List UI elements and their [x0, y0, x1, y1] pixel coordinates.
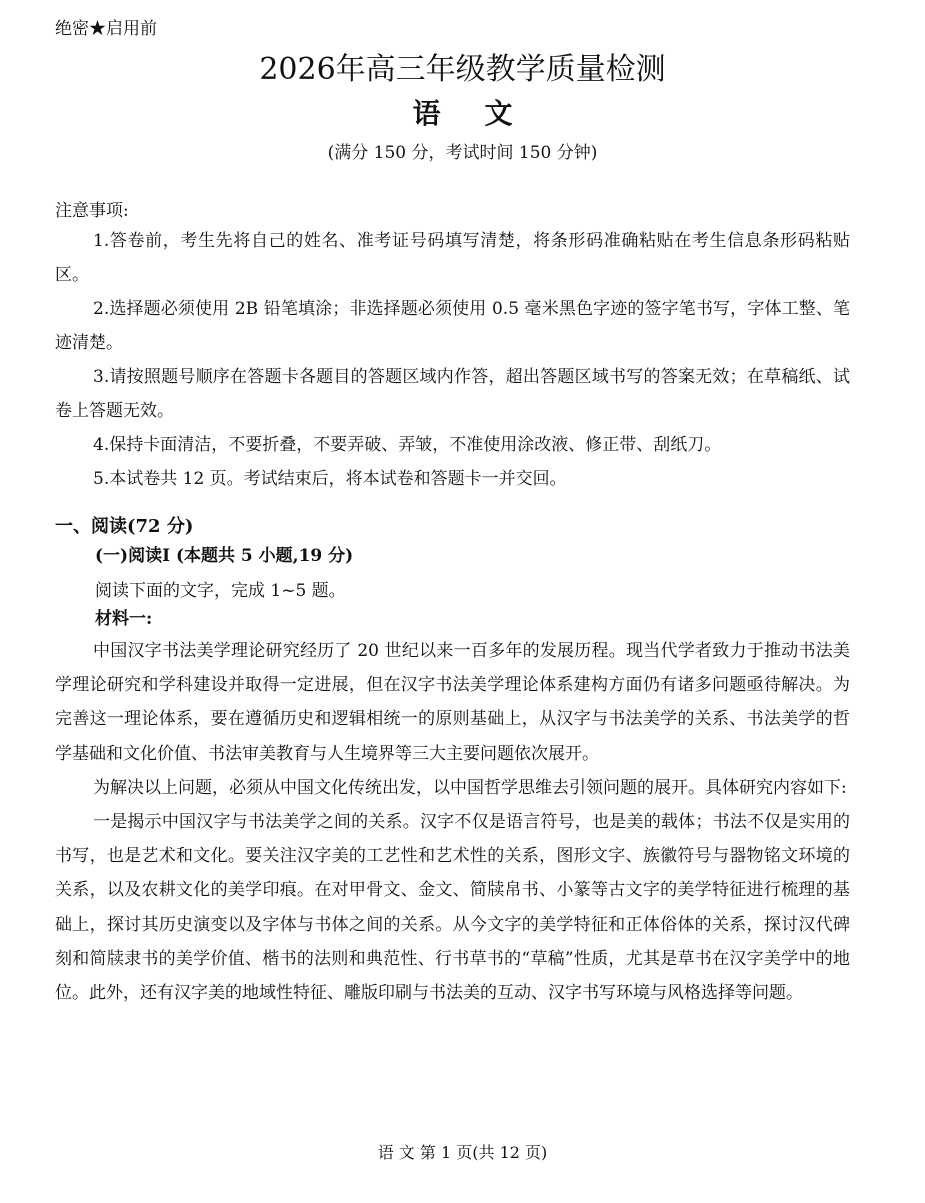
subsection-title: (一)阅读Ⅰ (本题共 5 小题,19 分) [95, 546, 354, 566]
secret-mark: 绝密★启用前 [55, 19, 157, 39]
subject-title: 语文 [412, 97, 557, 130]
notes-title: 注意事项: [55, 201, 129, 221]
note-item: 5.本试卷共 12 页。考试结束后，将本试卷和答题卡一并交回。 [93, 469, 567, 489]
note-item: 2.选择题必须使用 2B 铅笔填涂；非选择题必须使用 0.5 毫米黑色字迹的签字笔书写，字体工整、笔迹清楚。 [55, 299, 850, 353]
exam-meta: (满分 150 分，考试时间 150 分钟) [327, 143, 598, 163]
exam-title: 2026年高三年级教学质量检测 [259, 52, 666, 87]
reading-instruction: 阅读下面的文字，完成 1~5 题。 [95, 581, 346, 601]
note-item: 1.答卷前，考生先将自己的姓名、准考证号码填写清楚，将条形码准确粘贴在考生信息条形码粘贴区。 [55, 231, 850, 285]
paragraph: 一是揭示中国汉字与书法美学之间的关系。汉字不仅是语言符号，也是美的载体；书法不仅是实用的书写，也是艺术和文化。要关注汉字美的工艺性和艺术性的关系，图形文字、族徽符号与器物铭文环境的关系，以及农耕文化的美学印痕。在对甲骨文、金文、简牍帛书、小篆等古文字的美学特征进行梳理的基础上，探讨其历史演变以及字体与书体之间的关系。从今文字的美学特征和正体俗体的关系，探讨汉代碑刻和简牍隶书的美学价值、楷书的法则和典范性、行书草书的“草稿”性质，尤其是草书在汉字美学中的地位。此外，还有汉字美的地域性特征、雕版印刷与书法美的互动、汉字书写环境与风格选择等问题。 [55, 812, 850, 1004]
material-label: 材料一: [95, 609, 153, 629]
section-title: 一、阅读(72 分) [55, 516, 194, 537]
notes-list [55, 224, 850, 496]
note-item: 4.保持卡面清洁，不要折叠，不要弄破、弄皱，不准使用涂改液、修正带、刮纸刀。 [93, 435, 722, 455]
note-item: 3.请按照题号顺序在答题卡各题目的答题区域内作答，超出答题区域书写的答案无效；在草稿纸、试卷上答题无效。 [55, 367, 850, 421]
paragraph: 中国汉字书法美学理论研究经历了 20 世纪以来一百多年的发展历程。现当代学者致力于推动书法美学理论研究和学科建设并取得一定进展，但在汉字书法美学理论体系建构方面仍有诸多问题亟待解决。为完善这一理论体系，要在遵循历史和逻辑相统一的原则基础上，从汉字与书法美学的关系、书法美学的哲学基础和文化价值、书法审美教育与人生境界等三大主要问题依次展开。 [55, 641, 850, 764]
material-text [55, 634, 850, 1010]
page-footer: 语 文 第 1 页(共 12 页) [377, 1143, 548, 1162]
paragraph: 为解决以上问题，必须从中国文化传统出发，以中国哲学思维去引领问题的展开。具体研究内容如下: [93, 777, 847, 798]
